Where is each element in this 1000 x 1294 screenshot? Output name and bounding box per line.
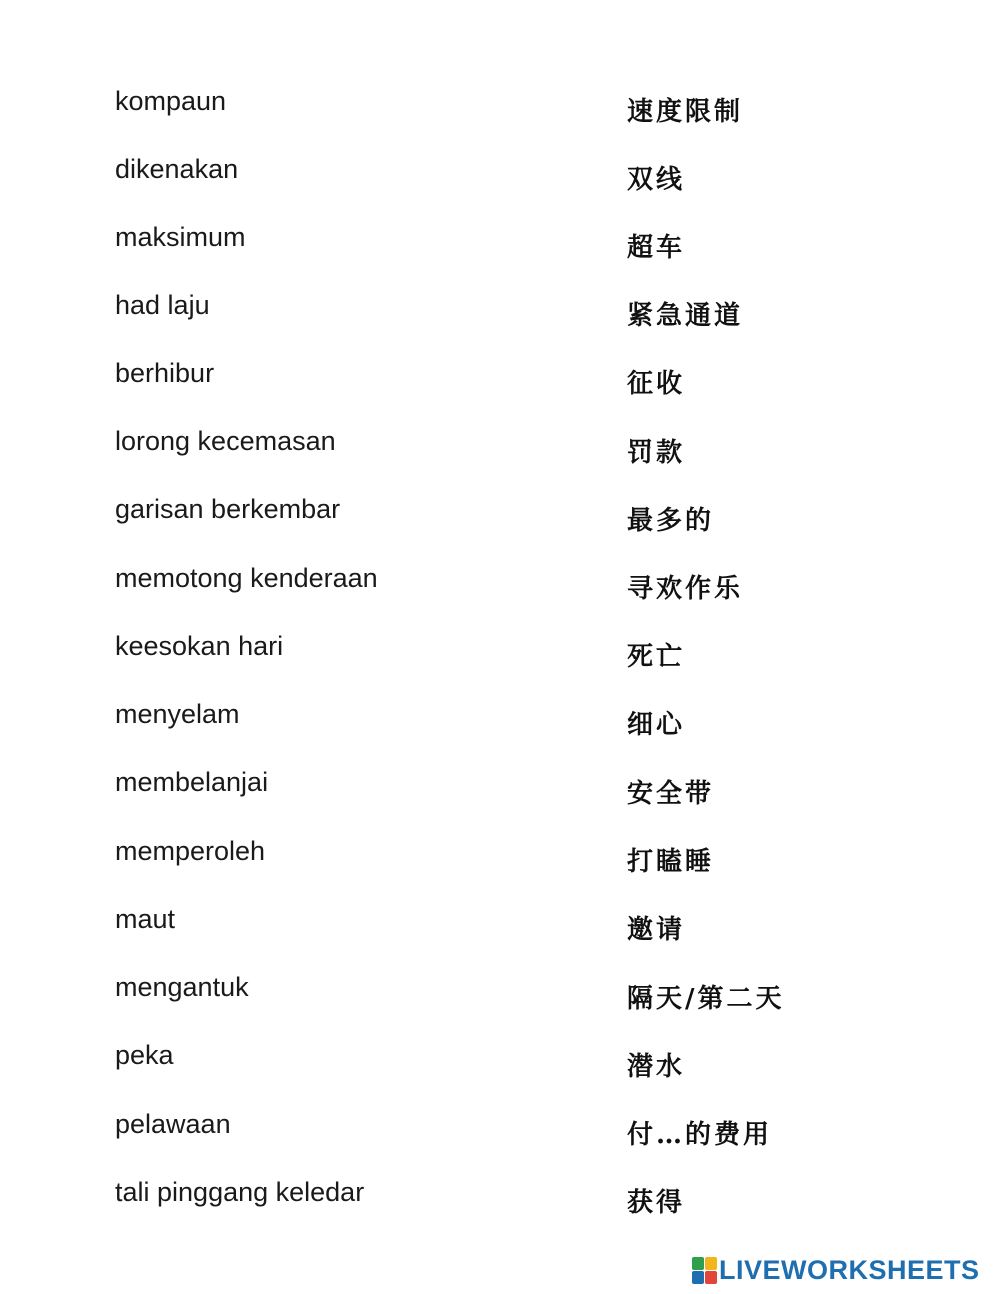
chinese-meaning[interactable]: 罚款 [627,438,686,468]
logo-tile-yellow [705,1257,717,1270]
malay-word[interactable]: had laju [115,290,210,320]
logo-tile-green [692,1257,704,1270]
logo-tile-red [705,1271,717,1284]
chinese-meaning[interactable]: 隔天/第二天 [627,984,785,1014]
malay-word[interactable]: membelanjai [115,767,269,797]
chinese-meaning[interactable]: 双线 [627,165,686,195]
malay-word[interactable]: keesokan hari [115,631,284,661]
malay-word[interactable]: kompaun [115,86,227,116]
chinese-meaning[interactable]: 超车 [627,233,686,263]
chinese-meaning[interactable]: 寻欢作乐 [627,574,744,604]
malay-word[interactable]: menyelam [115,699,240,729]
chinese-meaning[interactable]: 安全带 [627,779,715,809]
malay-word[interactable]: maut [115,904,176,934]
chinese-meaning[interactable]: 死亡 [627,642,686,672]
chinese-meaning[interactable]: 细心 [627,710,686,740]
chinese-meaning[interactable]: 打瞌睡 [627,847,715,877]
chinese-meaning[interactable]: 最多的 [627,506,715,536]
malay-word[interactable]: lorong kecemasan [115,426,336,456]
malay-word[interactable]: memotong kenderaan [115,563,378,593]
malay-word[interactable]: peka [115,1040,174,1070]
liveworksheets-brand [692,1254,980,1286]
malay-word[interactable]: berhibur [115,358,215,388]
chinese-meaning[interactable]: 紧急通道 [627,301,744,331]
malay-word[interactable]: tali pinggang keledar [115,1177,365,1207]
malay-word[interactable]: pelawaan [115,1109,231,1139]
malay-word[interactable]: maksimum [115,222,246,252]
chinese-meaning[interactable]: 获得 [627,1188,686,1218]
chinese-meaning[interactable]: 邀请 [627,915,686,945]
logo-tile-blue [692,1271,704,1284]
malay-word[interactable]: mengantuk [115,972,249,1002]
malay-word[interactable]: memperoleh [115,836,266,866]
brand-name: LIVEWORKSHEETS [719,1254,980,1285]
liveworksheets-logo-icon [692,1257,716,1283]
chinese-meaning[interactable]: 征收 [627,369,686,399]
chinese-meaning[interactable]: 潜水 [627,1052,686,1082]
malay-word[interactable]: garisan berkembar [115,494,341,524]
chinese-meaning[interactable]: 付…的费用 [627,1120,773,1150]
malay-word[interactable]: dikenakan [115,154,239,184]
chinese-meaning[interactable]: 速度限制 [627,97,744,127]
